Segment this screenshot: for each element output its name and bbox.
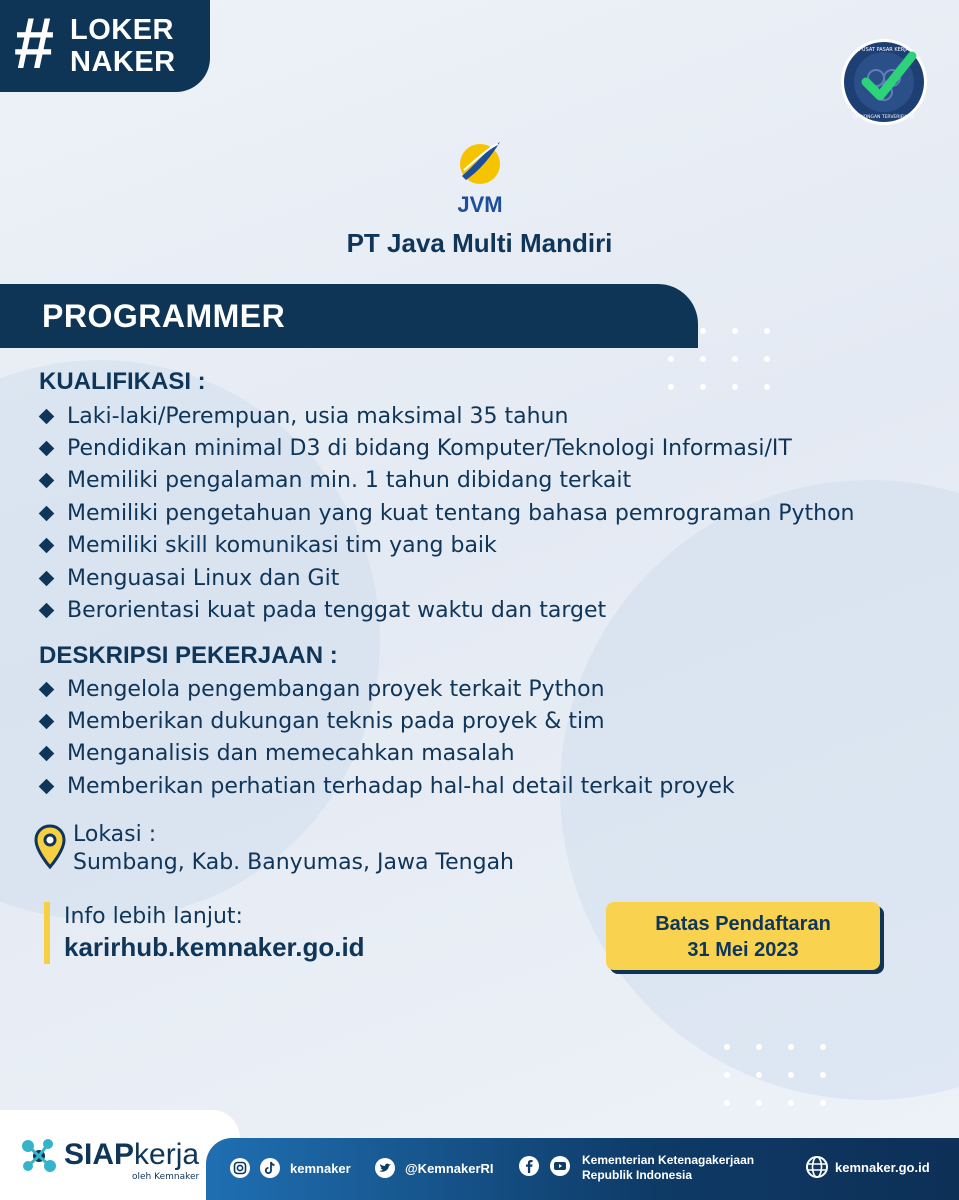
hash-symbol: # (14, 4, 55, 84)
facebook-icon[interactable] (518, 1155, 540, 1177)
siapkerja-logo-icon (18, 1136, 62, 1176)
diamond-bullet-icon (39, 603, 55, 619)
list-item: Pendidikan minimal D3 di bidang Komputer/Teknologi Informasi/IT (38, 432, 854, 464)
diamond-bullet-icon (39, 681, 55, 697)
job-title-banner (0, 284, 698, 348)
instagram-icon[interactable] (229, 1157, 251, 1179)
list-item: Berorientasi kuat pada tenggat waktu dan target (38, 594, 854, 626)
company-logo (0, 136, 959, 216)
deadline-label: Batas Pendaftaran (655, 913, 831, 935)
list-item: Menganalisis dan memecahkan masalah (38, 738, 735, 770)
location-pin-icon (34, 824, 66, 870)
diamond-bullet-icon (39, 746, 55, 762)
list-item: Mengelola pengembangan proyek terkait Python (38, 673, 735, 705)
seal-bottom-text: LOWONGAN TERVERIFIKASI (853, 115, 915, 120)
decorative-dots-bottom (724, 1044, 830, 1106)
diamond-bullet-icon (39, 570, 55, 586)
list-item: Laki-laki/Perempuan, usia maksimal 35 tahun (38, 400, 854, 432)
youtube-icon[interactable] (549, 1155, 571, 1177)
job-description-list (38, 673, 735, 803)
verified-seal-icon (840, 38, 928, 126)
diamond-bullet-icon (39, 779, 55, 795)
twitter-handle[interactable]: @KemnakerRI (405, 1161, 494, 1176)
list-item: Menguasai Linux dan Git (38, 562, 854, 594)
hashtag-line-2: NAKER (70, 46, 176, 78)
diamond-bullet-icon (39, 473, 55, 489)
list-item: Memiliki pengalaman min. 1 tahun dibidang terkait (38, 465, 854, 497)
tiktok-icon[interactable] (259, 1157, 281, 1179)
qualifications-list (38, 400, 854, 627)
diamond-bullet-icon (39, 714, 55, 730)
instagram-tiktok-handle[interactable]: kemnaker (290, 1161, 351, 1176)
list-item: Memberikan perhatian terhadap hal-hal detail terkait proyek (38, 770, 735, 802)
company-name: PT Java Multi Mandiri (346, 228, 613, 258)
siapkerja-brand: SIAPkerja (64, 1138, 200, 1171)
info-accent-bar (44, 902, 50, 964)
siapkerja-subtitle: oleh Kemnaker (132, 1172, 200, 1182)
diamond-bullet-icon (39, 538, 55, 554)
deadline-date: 31 Mei 2023 (687, 939, 799, 961)
list-item: Memiliki skill komunikasi tim yang baik (38, 530, 854, 562)
list-item: Memiliki pengetahuan yang kuat tentang bahasa pemrograman Python (38, 497, 854, 529)
diamond-bullet-icon (39, 441, 55, 457)
seal-top-text: PUSAT PASAR KERJA (858, 47, 910, 53)
deadline-badge (606, 902, 880, 970)
location-label: Lokasi : (73, 822, 157, 847)
info-label: Info lebih lanjut: (64, 904, 243, 929)
job-title: PROGRAMMER (42, 298, 286, 334)
list-item: Memberikan dukungan teknis pada proyek & tim (38, 705, 735, 737)
logo-text: JVM (456, 192, 503, 216)
job-description-heading: DESKRIPSI PEKERJAAN : (39, 642, 338, 669)
company-logo-icon (450, 136, 510, 216)
hashtag-badge (0, 0, 210, 92)
ministry-name: Kementerian Ketenagakerjaan Republik Indonesia (582, 1153, 755, 1182)
karirhub-link[interactable]: karirhub.kemnaker.go.id (64, 932, 365, 962)
twitter-icon[interactable] (374, 1157, 396, 1179)
location-value: Sumbang, Kab. Banyumas, Jawa Tengah (73, 850, 514, 875)
website-link[interactable]: kemnaker.go.id (835, 1160, 930, 1175)
qualifications-heading: KUALIFIKASI : (39, 368, 206, 395)
diamond-bullet-icon (39, 506, 55, 522)
diamond-bullet-icon (39, 408, 55, 424)
hashtag-line-1: LOKER (70, 14, 174, 46)
globe-icon[interactable] (805, 1155, 829, 1179)
